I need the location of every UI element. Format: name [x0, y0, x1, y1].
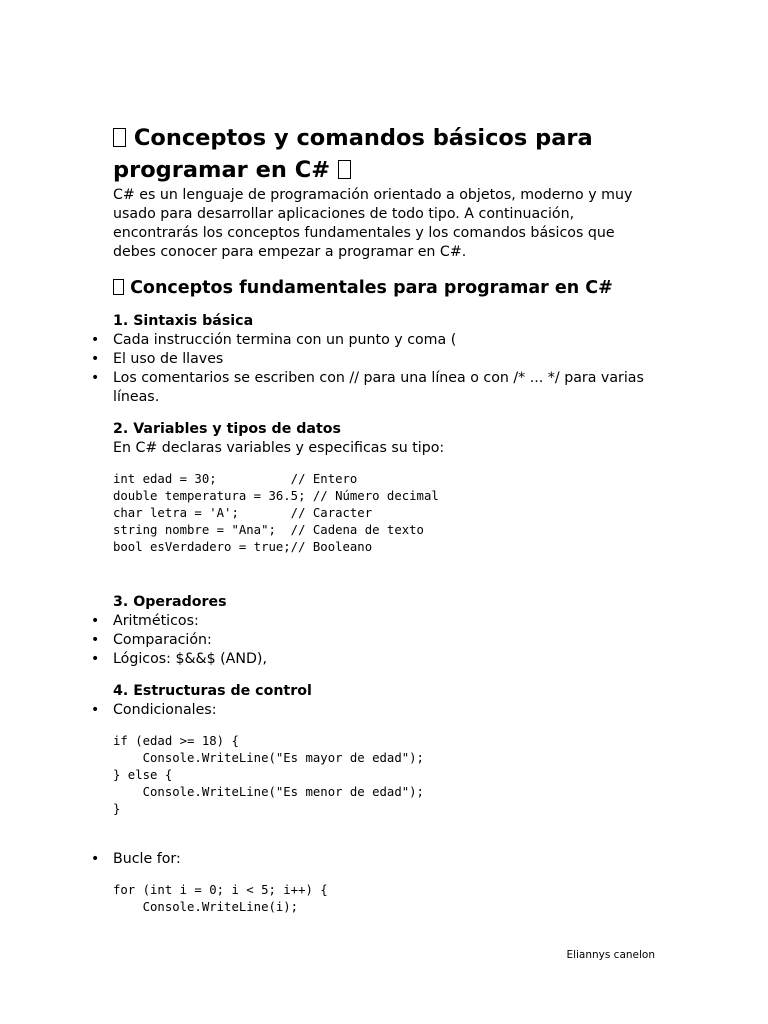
list-operadores	[91, 612, 658, 669]
bullet-icon: •	[91, 632, 100, 648]
bullet-icon: •	[91, 613, 100, 629]
bullet-icon: •	[91, 370, 100, 386]
bullet-icon: •	[91, 702, 100, 718]
heading-operadores: 3. Operadores	[113, 594, 227, 610]
bullet-icon: •	[91, 851, 100, 867]
list-item: • Comparación:	[91, 632, 212, 648]
section-heading	[113, 276, 658, 300]
footer-author: Eliannys canelon	[566, 949, 655, 961]
list-sintaxis	[91, 331, 658, 407]
list-item: • Bucle for:	[91, 851, 181, 867]
document-title	[113, 122, 658, 186]
list-item: • Cada instrucción termina con un punto y coma (	[91, 332, 457, 348]
missing-glyph-icon	[113, 279, 124, 295]
missing-glyph-icon	[338, 160, 351, 179]
bullet-icon: •	[91, 332, 100, 348]
heading-control: 4. Estructuras de control	[113, 683, 312, 699]
intro-paragraph: C# es un lenguaje de programación orientado a objetos, moderno y muy usado para desarrollar aplicaciones de todo tipo. A continuación, encontrarás los conceptos fundamentales y los comandos básicos que debes conocer para empezar a programar en C#.	[113, 187, 633, 260]
code-block-variables: int edad = 30; // Entero double temperatura = 36.5; // Número decimal char letra = 'A'; // Caracter string nombre = "Ana"; // Cadena de texto bool esVerdadero = true;// Booleano	[113, 472, 439, 554]
list-item: • Lógicos: $&&$ (AND),	[91, 651, 267, 667]
variables-text: En C# declaras variables y especificas su tipo:	[113, 440, 445, 456]
list-control	[91, 701, 658, 720]
list-item: • Condicionales:	[91, 702, 217, 718]
bullet-icon: •	[91, 351, 100, 367]
heading-variables: 2. Variables y tipos de datos	[113, 421, 341, 437]
heading-sintaxis: 1. Sintaxis básica	[113, 313, 254, 329]
list-item: • Los comentarios se escriben con // para una línea o con /* ... */ para varias líneas.	[91, 370, 644, 405]
document-title-text: Conceptos y comandos básicos para programar en C#	[113, 125, 593, 183]
document-page	[91, 122, 658, 916]
code-block-for: for (int i = 0; i < 5; i++) { Console.WriteLine(i);	[113, 883, 328, 914]
list-for	[91, 850, 658, 869]
list-item: • El uso de llaves	[91, 351, 224, 367]
list-item: • Aritméticos:	[91, 613, 199, 629]
bullet-icon: •	[91, 651, 100, 667]
code-block-if: if (edad >= 18) { Console.WriteLine("Es mayor de edad"); } else { Console.WriteLine("Es menor de edad"); }	[113, 734, 424, 816]
missing-glyph-icon	[113, 128, 126, 147]
section-heading-text: Conceptos fundamentales para programar en C#	[130, 278, 613, 298]
